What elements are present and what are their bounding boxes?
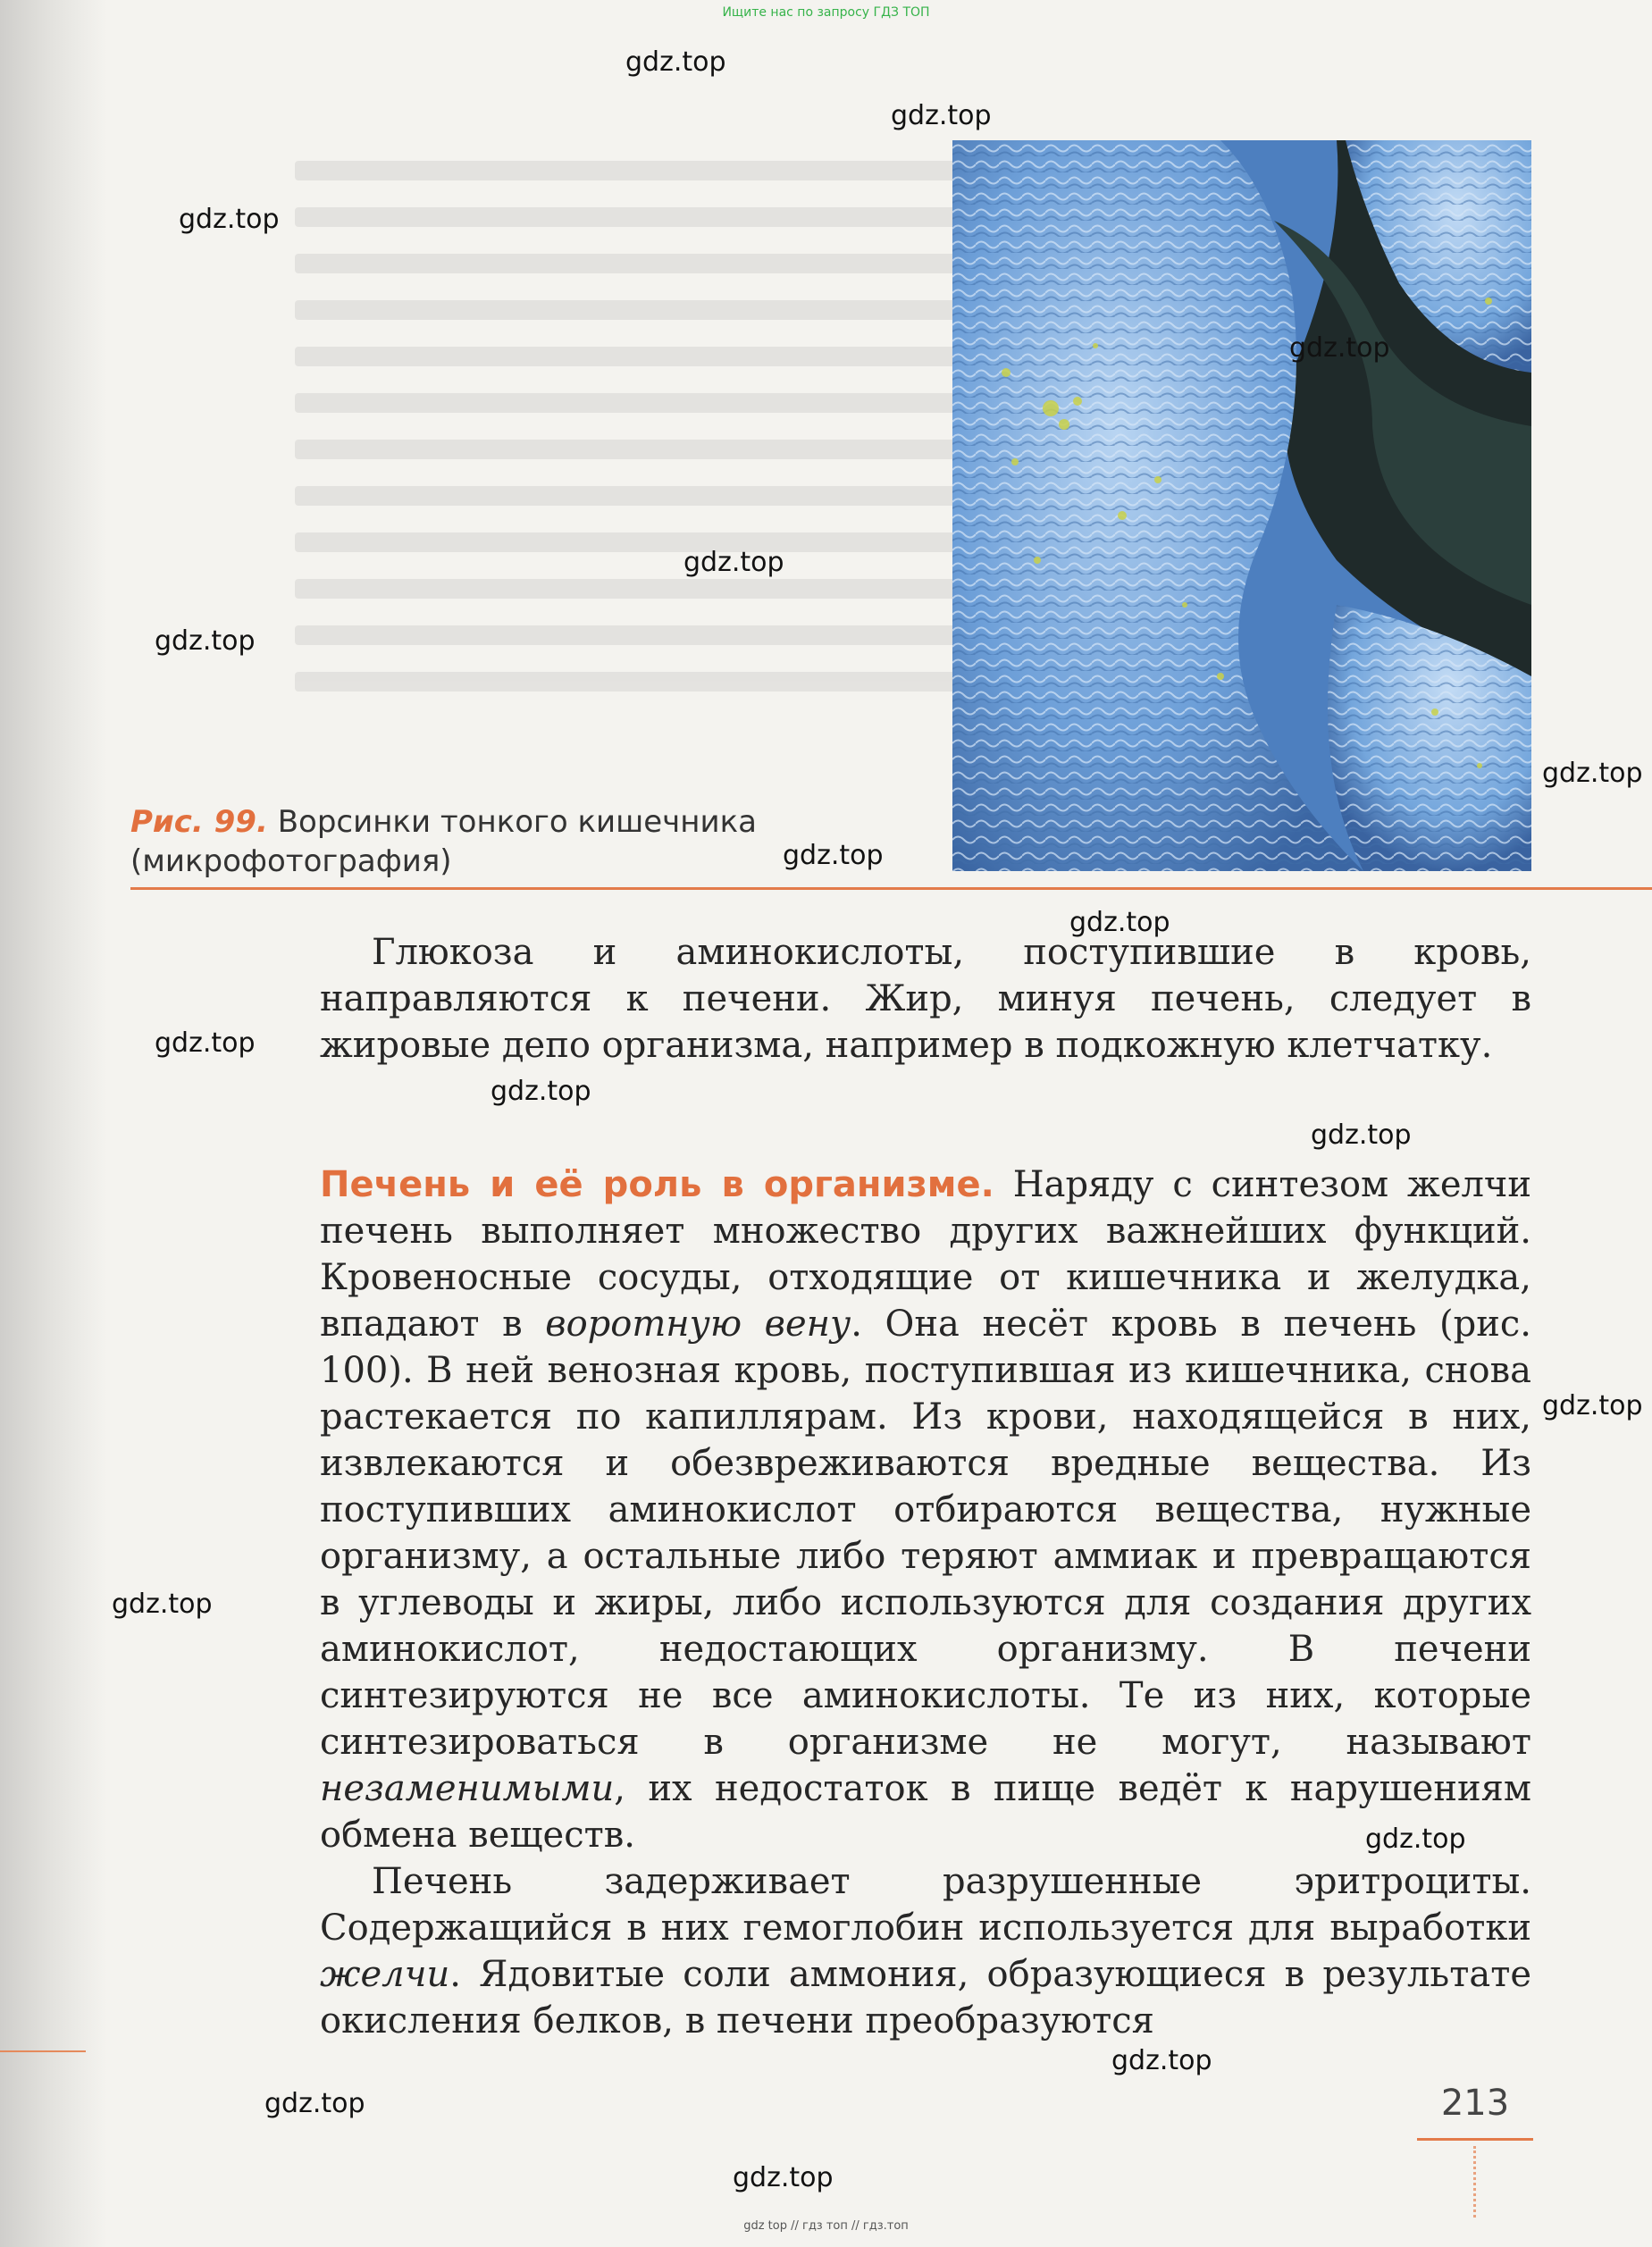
section-heading: Печень и её роль в организме.: [320, 1164, 994, 1205]
top-banner: Ищите нас по запросу ГДЗ ТОП: [722, 5, 930, 20]
paragraph-liver-part1: Наряду с синтезом желчи печень выполняет множество других важнейших функций. Кровеносные сосуды, отходящие от кишечника и желудка, впадают в: [320, 1164, 1532, 1345]
book-spine-shadow: [0, 0, 107, 2247]
watermark: gdz.top: [155, 1027, 256, 1059]
paragraph-glucose-text: Глюкоза и аминокислоты, поступившие в кровь, направляются к печени. Жир, минуя печень, следует в жировые депо организма, например в подкожную клетчатку.: [320, 932, 1531, 1066]
watermark: gdz.top: [625, 46, 726, 78]
watermark: gdz.top: [179, 204, 280, 235]
watermark: gdz.top: [683, 547, 784, 578]
left-margin-rule: [0, 2050, 86, 2052]
figure-number: Рис. 99.: [130, 804, 268, 840]
watermark: gdz.top: [783, 840, 884, 871]
page-number-rule: [1417, 2138, 1533, 2141]
bottom-banner: gdz top // гдз топ // гдз.топ: [743, 2219, 909, 2233]
term-portal-vein: воротную вену: [545, 1304, 851, 1345]
figure-caption-line2: (микрофотография): [130, 843, 452, 879]
paragraph-glucose: [320, 929, 1531, 1069]
paragraph-liver: [320, 1161, 1531, 1858]
bleed-through-text: [295, 134, 974, 777]
villi-micrograph: [952, 140, 1531, 871]
watermark: gdz.top: [1069, 907, 1170, 938]
watermark: gdz.top: [891, 100, 992, 131]
term-bile: желчи: [320, 1954, 450, 1995]
page-number-dots: [1473, 2146, 1476, 2218]
paragraph-erythrocytes-part1: Печень задерживает разрушенные эритроциты. Содержащийся в них гемоглобин используется для выработки: [320, 1861, 1531, 1949]
caption-divider: [130, 887, 1652, 890]
watermark: gdz.top: [491, 1076, 591, 1107]
watermark: gdz.top: [1311, 1119, 1412, 1151]
watermark: gdz.top: [1365, 1824, 1466, 1855]
watermark: gdz.top: [112, 1589, 213, 1620]
watermark: gdz.top: [733, 2162, 834, 2193]
watermark: gdz.top: [1542, 758, 1643, 789]
watermark: gdz.top: [1111, 2045, 1212, 2076]
paragraph-erythrocytes: [320, 1858, 1531, 2044]
watermark: gdz.top: [264, 2088, 365, 2119]
term-essential: незаменимыми: [320, 1768, 615, 1809]
paragraph-liver-part3: , их недостаток в пище ведёт к нарушениям обмена веществ.: [320, 1768, 1531, 1856]
watermark: gdz.top: [1542, 1390, 1643, 1421]
section-liver: [320, 1161, 1531, 2044]
paragraph-liver-part2: . Она несёт кровь в печень (рис. 100). В ней венозная кровь, поступившая из кишечника, снова растекается по капиллярам. Из крови, находящейся в них, извлекаются и обезвреживаются вредные вещества. Из поступивших аминокислот отбираются вещества, нужные организму, а остальные либо теряют аммиак и превращаются в углеводы и жиры, либо используются для создания других аминокислот, недостающих организму. В печени синтезируются не все аминокислоты. Те из них, которые синтезироваться в организме не могут, называют: [320, 1304, 1532, 1763]
watermark: gdz.top: [1289, 332, 1390, 364]
watermark: gdz.top: [155, 625, 256, 657]
paragraph-erythrocytes-part2: . Ядовитые соли аммония, образующиеся в результате окисления белков, в печени преобразуются: [320, 1954, 1531, 2042]
figure-caption-line1: Ворсинки тонкого кишечника: [277, 804, 757, 840]
page-number: 213: [1440, 2083, 1510, 2124]
